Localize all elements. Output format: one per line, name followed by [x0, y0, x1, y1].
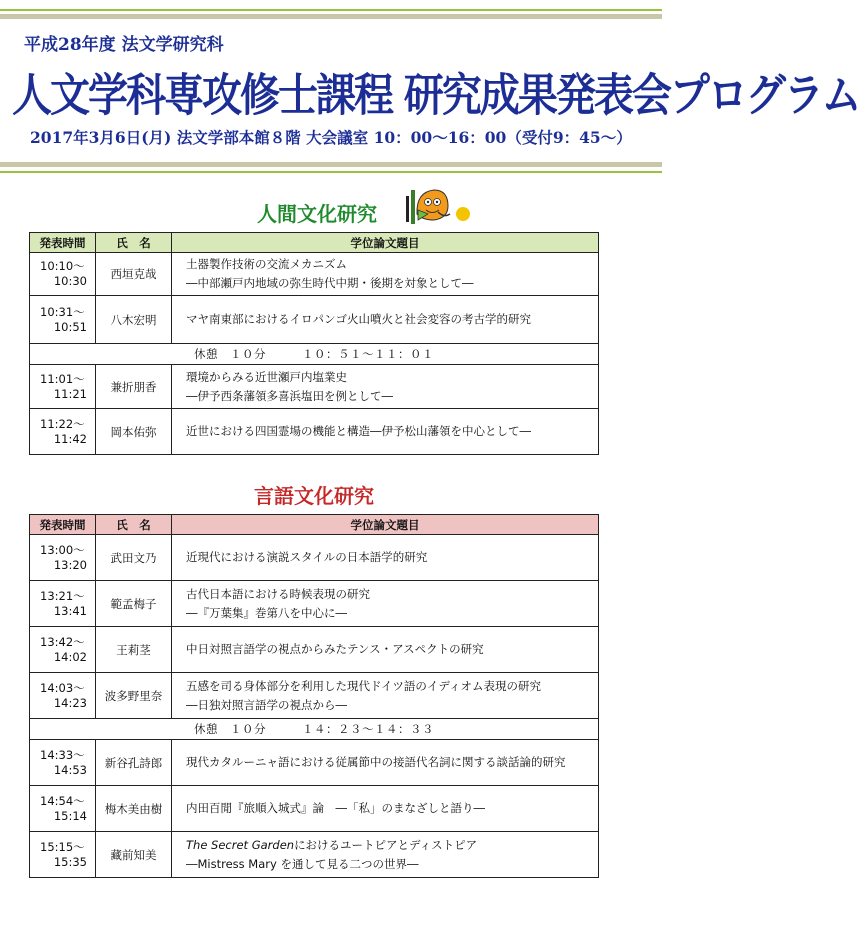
- program-table-language-culture: [29, 514, 599, 878]
- break-text: 休憩 １０分 １４：２３～１４：３３: [30, 719, 599, 740]
- thesis-title: 古代日本語における時候表現の研究 ―『万葉集』巻第八を中心に―: [172, 581, 599, 627]
- table-row: [30, 673, 599, 719]
- break-text: 休憩 １０分 １０：５１～１１：０１: [30, 344, 599, 365]
- col-header-time: 発表時間: [30, 233, 96, 253]
- presenter-name: 兼折朋香: [96, 365, 172, 409]
- time-slot: 14:33～ 14:53: [30, 740, 96, 786]
- thesis-title: 近世における四国霊場の機能と構造―伊予松山藩領を中心として―: [172, 409, 599, 455]
- section-heading-language-culture: 言語文化研究: [254, 484, 374, 508]
- thesis-title: 内田百閒『旅順入城式』論 ―「私」のまなざしと語り―: [172, 786, 599, 832]
- time-slot: 13:21～ 13:41: [30, 581, 96, 627]
- col-header-time: 発表時間: [30, 515, 96, 535]
- event-date-line: 2017年3月6日(月) 法文学部本館８階 大会議室 10：00～16：00（受付9：45～）: [30, 128, 632, 147]
- break-row: [30, 344, 599, 365]
- program-table-human-culture: [29, 232, 599, 455]
- bottom-olive-rule: [0, 162, 662, 167]
- time-slot: 13:00～ 13:20: [30, 535, 96, 581]
- section-heading-human-culture: 人間文化研究: [257, 202, 377, 226]
- top-olive-rule: [0, 14, 662, 19]
- time-slot: 10:31～ 10:51: [30, 296, 96, 344]
- presenter-name: 波多野里奈: [96, 673, 172, 719]
- thesis-title: 環境からみる近世瀬戸内塩業史 ―伊予西条藩領多喜浜塩田を例として―: [172, 365, 599, 409]
- table-header-row: [30, 515, 599, 535]
- presenter-name: 藏前知美: [96, 832, 172, 878]
- table-row: [30, 581, 599, 627]
- thesis-title: 近現代における演説スタイルの日本語学的研究: [172, 535, 599, 581]
- presenter-name: 新谷孔詩郎: [96, 740, 172, 786]
- time-slot: 15:15～ 15:35: [30, 832, 96, 878]
- time-slot: 14:03～ 14:23: [30, 673, 96, 719]
- col-header-name: 氏 名: [96, 233, 172, 253]
- presenter-name: 梅木美由樹: [96, 786, 172, 832]
- table-row: [30, 253, 599, 296]
- thesis-title: 現代カタルーニャ語における従属節中の接語代名詞に関する談話論的研究: [172, 740, 599, 786]
- time-slot: 10:10～ 10:30: [30, 253, 96, 296]
- table-row: [30, 786, 599, 832]
- table-row: [30, 409, 599, 455]
- thesis-title: 中日対照言語学の視点からみたテンス・アスペクトの研究: [172, 627, 599, 673]
- presenter-name: 西垣克哉: [96, 253, 172, 296]
- time-slot: 11:01～ 11:21: [30, 365, 96, 409]
- top-green-rule: [0, 9, 662, 11]
- presenter-name: 王莉茎: [96, 627, 172, 673]
- table-row: [30, 365, 599, 409]
- time-slot: 11:22～ 11:42: [30, 409, 96, 455]
- time-slot: 13:42～ 14:02: [30, 627, 96, 673]
- table-header-row: [30, 233, 599, 253]
- table-row: [30, 535, 599, 581]
- table-row: [30, 627, 599, 673]
- break-row: [30, 719, 599, 740]
- presenter-name: 武田文乃: [96, 535, 172, 581]
- time-slot: 14:54～ 15:14: [30, 786, 96, 832]
- reading-mascot-icon: [404, 184, 474, 226]
- thesis-title: 五感を司る身体部分を利用した現代ドイツ語のイディオム表現の研究 ―日独対照言語学の視点から―: [172, 673, 599, 719]
- presenter-name: 八木宏明: [96, 296, 172, 344]
- thesis-title: マヤ南東部におけるイロパンゴ火山噴火と社会変容の考古学的研究: [172, 296, 599, 344]
- page-title: 人文学科専攻修士課程 研究成果発表会プログラム: [12, 68, 860, 122]
- thesis-title: The Secret Gardenにおけるユートピアとディストピア ―Mistress Mary を通して見る二つの世界―: [172, 832, 599, 878]
- bottom-green-rule: [0, 171, 662, 173]
- presenter-name: 岡本佑弥: [96, 409, 172, 455]
- thesis-title-rest: におけるユートピアとディストピア: [294, 837, 478, 852]
- col-header-name: 氏 名: [96, 515, 172, 535]
- table-row: [30, 740, 599, 786]
- thesis-title-italic: The Secret Garden: [186, 837, 295, 852]
- table-row: [30, 832, 599, 878]
- col-header-title: 学位論文題目: [172, 233, 599, 253]
- thesis-title: 土器製作技術の交流メカニズム ―中部瀬戸内地域の弥生時代中期・後期を対象として―: [172, 253, 599, 296]
- table-row: [30, 296, 599, 344]
- header-subtitle: 平成28年度 法文学研究科: [24, 35, 224, 55]
- col-header-title: 学位論文題目: [172, 515, 599, 535]
- presenter-name: 範孟梅子: [96, 581, 172, 627]
